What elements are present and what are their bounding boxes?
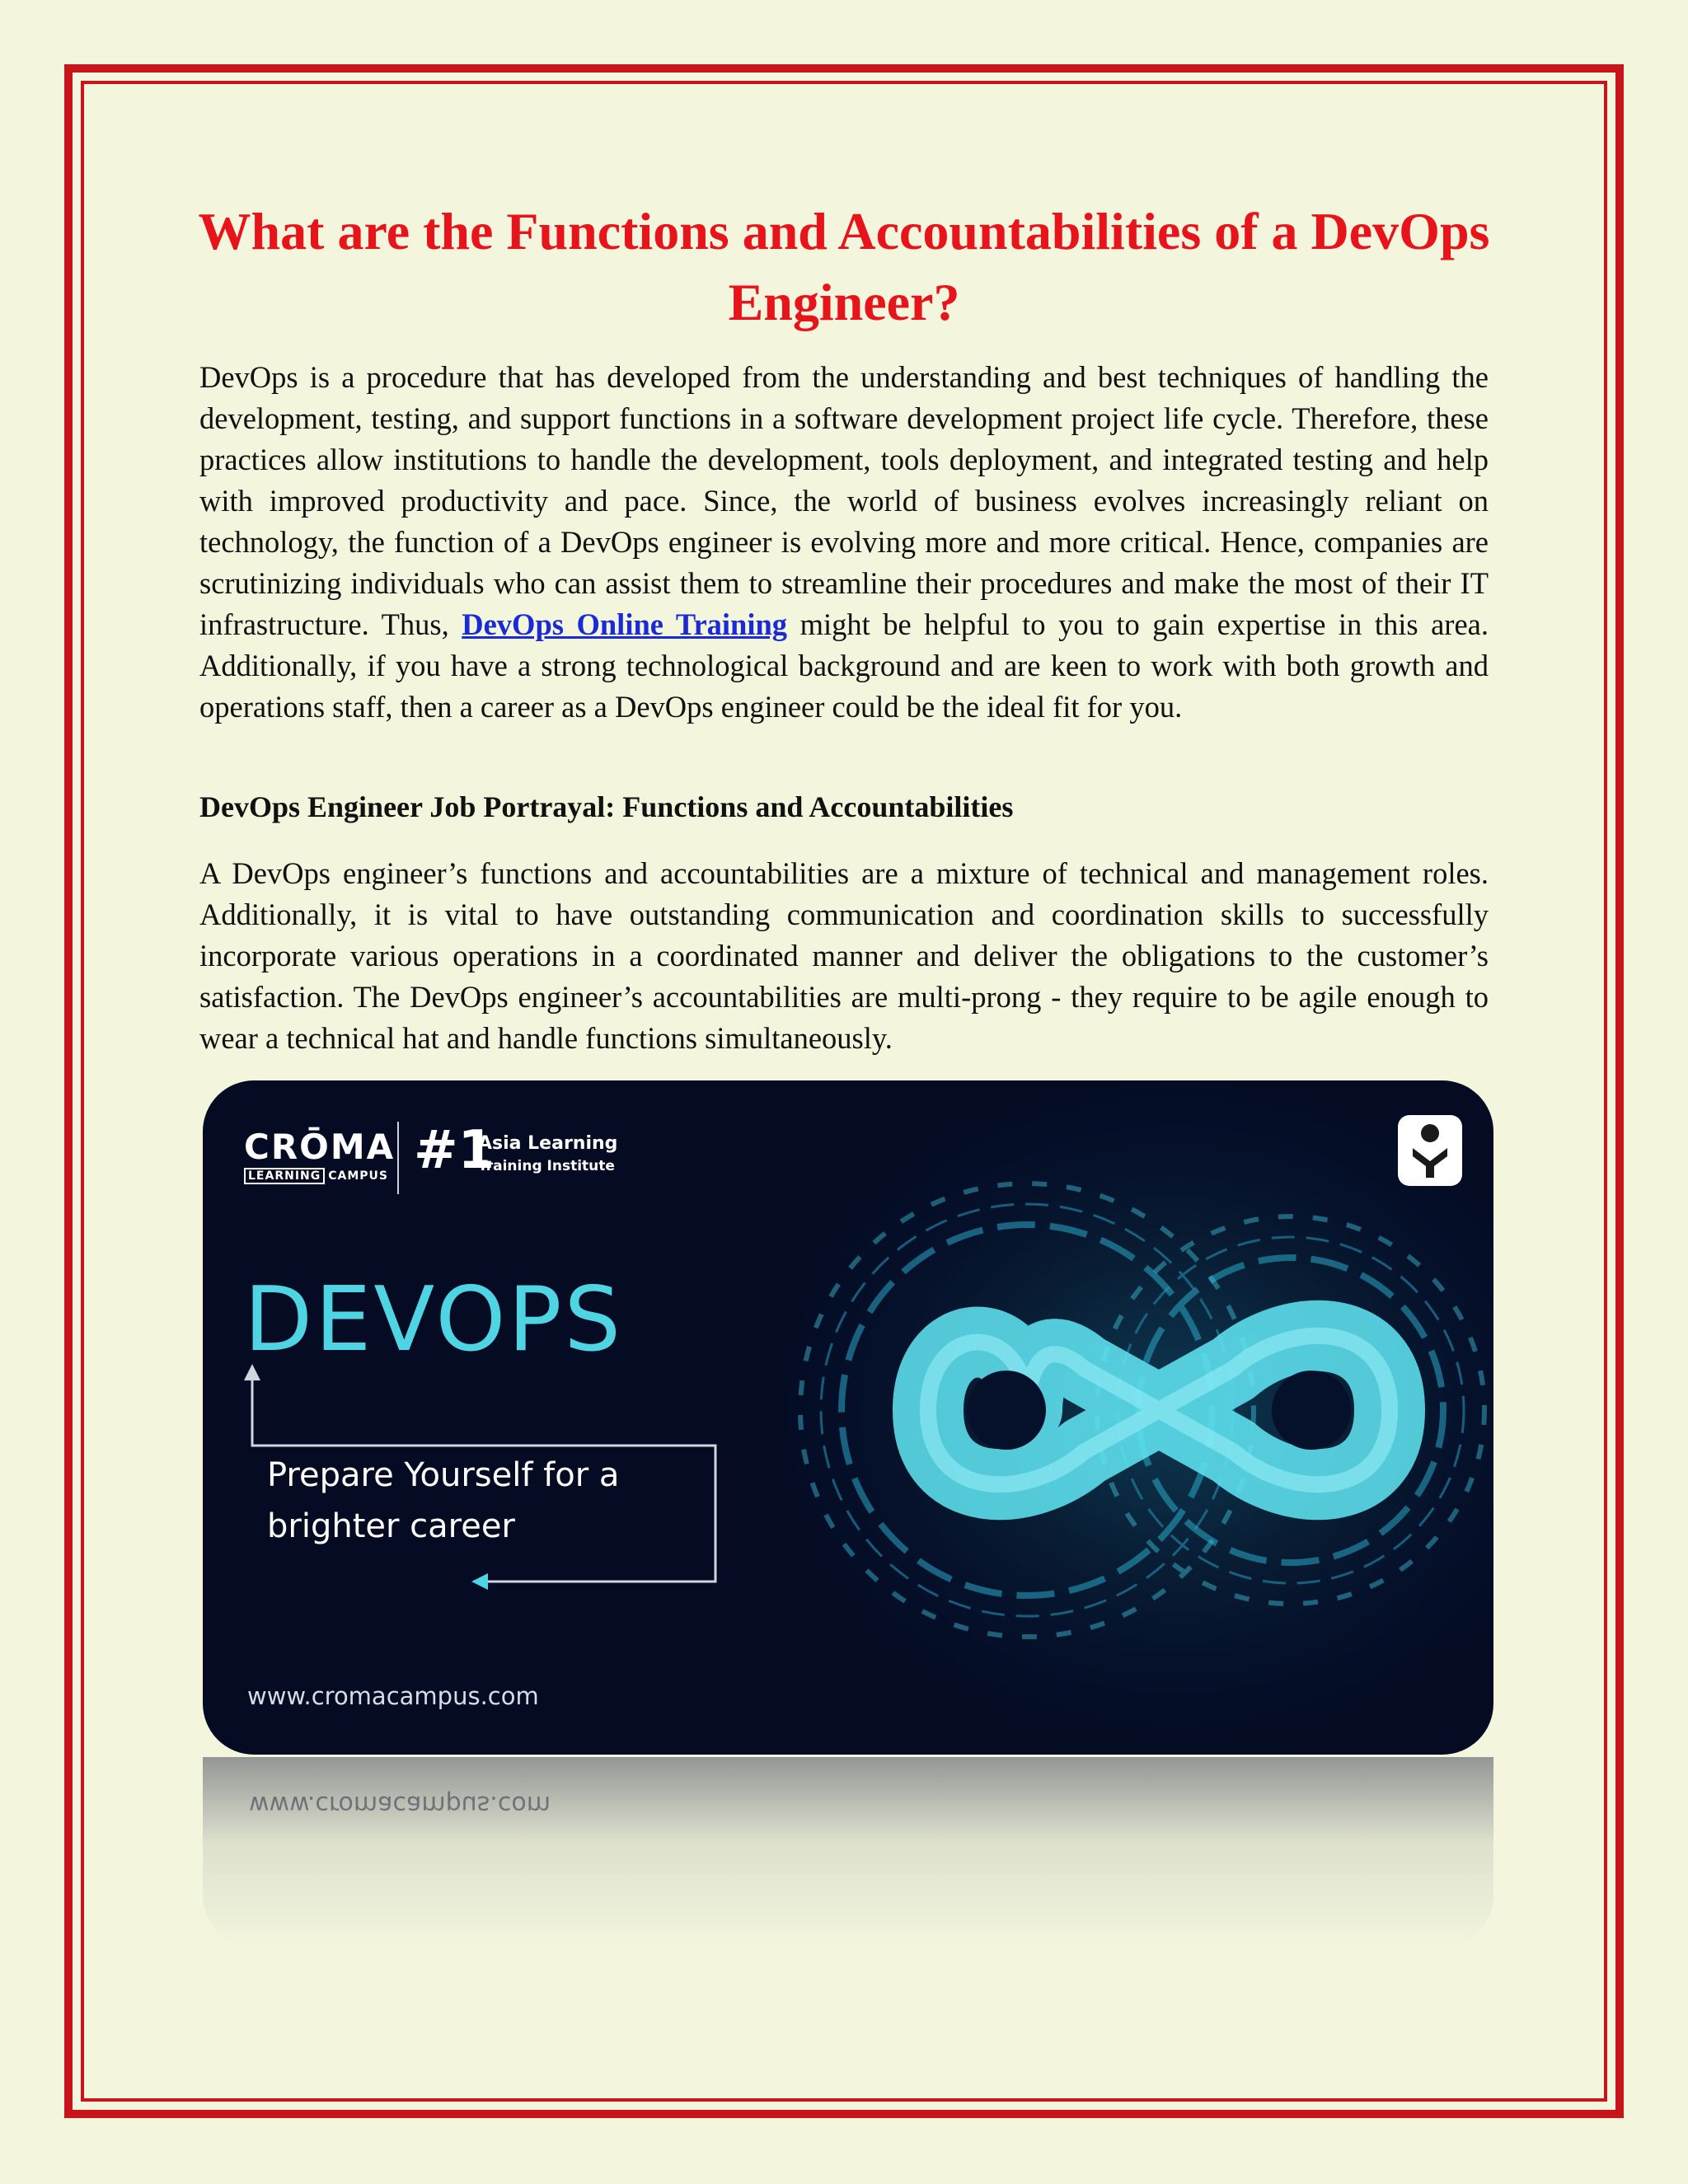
logo-divider: [397, 1122, 399, 1194]
roles-paragraph: A DevOps engineer’s functions and accountabilities are a mixture of technical and management roles. Additionally, it is vital to have outstanding communication and coordination skills to successfully incorporate various operations in a coordinated manner and deliver the obligations to the customer’s satisfaction. The DevOps engineer’s accountabilities are multi-prong - they require to be agile enough to wear a technical hat and handle functions simultaneously.: [199, 856, 1489, 1055]
rank-line-1: Asia Learning: [478, 1133, 618, 1154]
devops-headline: DEVOPS: [244, 1268, 624, 1371]
logo-learning-box: LEARNING: [244, 1168, 325, 1184]
devops-banner-image: [203, 1080, 1493, 1755]
page-title: What are the Functions and Accountabilities of a DevOps Engineer?: [198, 202, 1490, 331]
devops-online-training-link[interactable]: DevOps Online Training: [462, 607, 788, 641]
reflection-website: www.cromacampus.com: [249, 1790, 551, 1819]
banner-tagline: Prepare Yourself for a brighter career: [267, 1456, 620, 1545]
arrow-left-icon: [471, 1573, 488, 1590]
banner-website: www.cromacampus.com: [247, 1682, 539, 1710]
section-heading: DevOps Engineer Job Portrayal: Functions and Accountabilities: [199, 790, 1014, 823]
banner-reflection: [203, 1757, 1493, 1947]
rank-line-2: Training Institute: [478, 1158, 615, 1174]
rank-badge: #1: [414, 1120, 495, 1181]
intro-text-end: might be helpful to you to gain expertise in this area. Additionally, if you have a strong technological background and are keen to work with both growth and operations staff, then a career as a DevOps engineer could be the ideal fit for you.: [199, 607, 1489, 724]
intro-text-start: DevOps is a procedure that has developed from the understanding and best techniques of handling the development, testing, and support functions in a software development project life cycle. Therefore, these practices allow institutions to handle the development, tools deployment, and integrated testing and help with improved productivity and pace. Since, the world of business evolves increasingly reliant on technology, the function of a DevOps engineer is evolving more and more critical. Hence, companies are scrutinizing individuals who can assist them to streamline their procedures and make the most of their IT infrastructure. Thus,: [199, 360, 1489, 641]
intro-paragraph: [199, 357, 1489, 728]
croma-logo-text: CRŌMA: [244, 1127, 396, 1167]
banner-graphics: [203, 1080, 1493, 1755]
croma-corner-logo-icon: [1398, 1115, 1462, 1186]
infinity-loop-icon: [800, 1183, 1484, 1637]
logo-campus: CAMPUS: [328, 1169, 388, 1183]
croma-logo-subtext: [244, 1169, 388, 1183]
